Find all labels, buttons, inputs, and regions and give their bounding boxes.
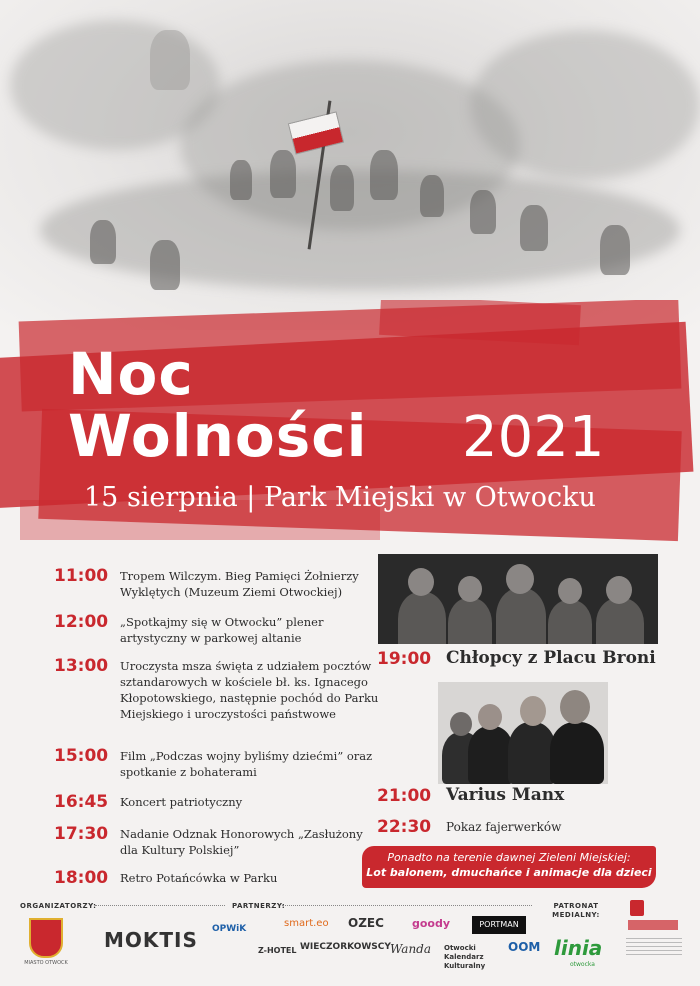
band-photo-varius-manx [438,682,608,784]
portman-logo: PORTMAN [472,916,526,934]
linia-logo: linia [554,936,603,960]
event-date-place: 15 sierpnia | Park Miejski w Otwocku [84,482,596,513]
ministry-emblem-icon [628,920,678,930]
divider [282,905,532,906]
otwocki-kalendarz-logo: Otwocki Kalendarz Kulturalny [444,944,486,970]
promo-line2: Lot balonem, dmuchańce i animacje dla dzieci [366,866,652,879]
promo-banner [362,846,656,888]
schedule-desc: Koncert patriotyczny [120,795,243,809]
band-photo-chlopcy [378,554,658,644]
smarteo-logo: smart.eo [284,918,329,929]
ministry-culture-logo [624,900,688,978]
schedule-desc: „Spotkajmy się w Otwocku” plener artystyczny w parkowej altanie [120,615,324,645]
goody-logo: goody [412,917,451,930]
organizers-label: ORGANIZATORZY: [20,902,97,910]
event-name: Chłopcy z Placu Broni [446,648,656,668]
battle-illustration [0,0,700,330]
schedule-desc: Nadanie Odznak Honorowych „Zasłużony dla Kultury Polskiej” [120,827,363,857]
ozec-logo: OZEC [348,916,384,930]
schedule-desc: Retro Potańcówka w Parku [120,871,278,885]
schedule-time: 15:00 [54,746,109,766]
schedule-time: 11:00 [54,566,109,586]
divider [95,905,225,906]
opwik-logo: OPWiK [212,924,247,934]
schedule-time: 16:45 [54,792,109,812]
ministry-text-icon [626,938,682,958]
schedule-desc: Uroczysta msza święta z udziałem pocztów sztandarowych w kościele bł. ks. Ignacego Kłopotowskiego, następnie pochód do Parku Miejskiego i uroczystości państwowe [120,659,379,721]
schedule-time: 17:30 [54,824,109,844]
otwocka-label: otwocka [570,961,595,968]
coat-of-arms-icon [29,918,63,958]
moktis-logo: MOKTIS [104,928,198,952]
promo-line1: Ponadto na terenie dawnej Zieleni Miejskiej: [387,851,631,864]
z-hotel-logo: Z-HOTEL [258,946,297,955]
wieczorkowscy-logo: WIECZORKOWSCY [300,942,391,952]
polish-eagle-icon [630,900,644,916]
partners-label: PARTNERZY: [232,902,286,910]
schedule-desc: Tropem Wilczym. Bieg Pamięci Żołnierzy Wyklętych (Muzeum Ziemi Otwockiej) [120,569,359,599]
schedule-time: 12:00 [54,612,109,632]
event-time: 21:00 [377,786,432,806]
event-name: Pokaz fajerwerków [446,820,562,834]
otwock-coat-of-arms-logo [24,918,68,966]
schedule-time: 18:00 [54,868,109,888]
schedule-desc: Film „Podczas wojny byliśmy dziećmi” oraz spotkanie z bohaterami [120,749,373,779]
title-wolnosci: Wolności [68,402,368,470]
title-year: 2021 [462,405,605,470]
organizer-name: MIASTO OTWOCK [24,960,68,966]
event-time: 19:00 [377,649,432,669]
event-name: Varius Manx [446,785,565,805]
oom-logo: OOM [508,940,541,954]
title-noc: Noc [68,340,194,408]
wanda-logo: Wanda [390,942,432,956]
patronage-label: PATRONAT MEDIALNY: [552,902,600,919]
schedule-time: 13:00 [54,656,109,676]
event-time: 22:30 [377,817,432,837]
